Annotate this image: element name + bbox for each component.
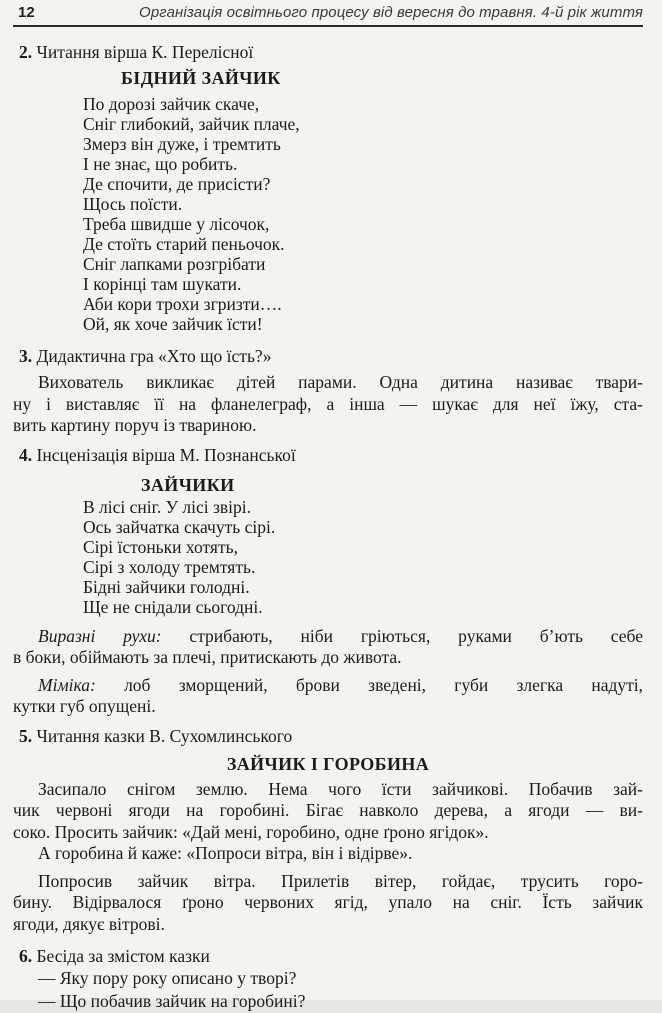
poem-line: Сірі з холоду тремтять.: [83, 556, 256, 577]
paragraph-line: ну і виставляє її на фланелеграф, а інша — шукає для неї їжу, ста-: [13, 393, 643, 414]
page-header: [13, 2, 643, 21]
poem-line: В лісі сніг. У лісі звірі.: [83, 496, 251, 517]
paragraph-expressive-moves: [13, 626, 643, 669]
poem-line: Треба швидше у лісочок,: [83, 214, 270, 234]
paragraph-didactic-game: [13, 372, 643, 437]
poem-line: Де спочити, де присісти?: [83, 174, 271, 194]
poem-bidnyi-zaichyk: [83, 94, 643, 334]
paragraph-line: в боки, обіймають за плечі, притискають до живота.: [13, 647, 402, 667]
question-line: — Яку пору року описано у творі?: [38, 968, 297, 988]
poem-line: Ще не снідали сьогодні.: [83, 596, 263, 617]
list-item-5: [19, 726, 643, 747]
paragraph-line: Засипало снігом землю. Нема чого їсти зайчикові. Побачив зай-: [38, 778, 643, 799]
paragraph-line: кутки губ опущені.: [13, 696, 156, 716]
paragraph-text: лоб зморщений, брови зведені, губи злегка надуті,: [124, 674, 643, 695]
poem-line: І корінці там шукати.: [83, 274, 242, 294]
question-list: [38, 967, 643, 1013]
poem-line: Сніг глибокий, зайчик плаче,: [83, 114, 300, 134]
paragraph-text: стрибають, ніби гріються, руками б’ють себе: [189, 625, 643, 646]
item-number: 6.: [19, 946, 33, 966]
tale-paragraph-1: [13, 779, 643, 844]
list-item-2: [19, 42, 643, 63]
list-item-4: [19, 445, 643, 466]
paragraph-line: А горобина й каже: «Попроси вітра, він і відірве».: [38, 843, 413, 863]
item-number: 4.: [19, 444, 33, 465]
tale-paragraph-2: [13, 843, 643, 865]
poem-line: Сірі їстоньки хотять,: [83, 536, 238, 557]
item-title: Дидактична гра «Хто що їсть?»: [36, 346, 272, 366]
poem-title-bidnyi-zaichyk: БІДНИЙ ЗАЙЧИК: [121, 68, 281, 88]
item-number: 3.: [19, 346, 33, 366]
poem-line: І не знає, що робить.: [83, 154, 238, 174]
item-title: Читання вірша К. Перелісної: [36, 42, 254, 62]
item-number: 2.: [19, 42, 33, 62]
paragraph-line: Вихователь викликає дітей парами. Одна дитина називає твари-: [38, 372, 643, 392]
tale-paragraph-3: [13, 871, 643, 936]
paragraph-line: Попросив зайчик вітра. Прилетів вітер, гойдає, трусить горо-: [38, 870, 643, 891]
header-rule: [13, 25, 643, 27]
paragraph-line: бину. Відірвалося ґроно червоних ягід, упало на сніг. Їсть зайчик: [13, 892, 643, 912]
item-title: Інсценізація вірша М. Познанської: [36, 444, 296, 465]
paragraph-line: соко. Просить зайчик: «Дай мені, горобино, одне ґроно ягідок».: [13, 821, 489, 842]
poem-title-zaichyky: ЗАЙЧИКИ: [141, 474, 235, 495]
poem-zaichyky: [83, 497, 643, 617]
lead-italic: Виразні рухи:: [38, 625, 162, 646]
paragraph-line: чик червоні ягоди на горобині. Бігає навколо дерева, а ягоди — ви-: [13, 800, 643, 820]
paragraph-line: ягоди, дякує вітрові.: [13, 913, 165, 934]
item-number: 5.: [19, 725, 33, 746]
paragraph-line: [13, 675, 643, 697]
question-line: — Що побачив зайчик на горобині?: [38, 991, 306, 1011]
poem-line: Ось зайчатка скачуть сірі.: [83, 516, 276, 537]
poem-line: Ой, як хоче зайчик їсти!: [83, 314, 263, 334]
paragraph-line: [13, 626, 643, 648]
lead-italic: Міміка:: [38, 674, 96, 695]
poem-line: Бідні зайчики голодні.: [83, 576, 250, 597]
paragraph-line: вить картину поруч із твариною.: [13, 415, 257, 435]
poem-line: По дорозі зайчик скаче,: [83, 94, 260, 114]
page-number: 12: [18, 4, 35, 21]
list-item-3: [19, 346, 643, 367]
poem-line: Змерз він дуже, і тремтить: [83, 134, 281, 154]
poem-line: Сніг лапками розгрібати: [83, 254, 266, 274]
poem-line: Аби кори трохи згризти….: [83, 294, 282, 314]
running-title: Організація освітнього процесу від вересня до травня. 4-й рік життя: [139, 4, 643, 21]
poem-line: Де стоїть старий пеньочок.: [83, 234, 285, 254]
list-item-6: [19, 946, 643, 967]
item-title: Читання казки В. Сухомлинського: [36, 725, 293, 746]
item-title: Бесіда за змістом казки: [36, 946, 210, 966]
tale-title: ЗАЙЧИК І ГОРОБИНА: [226, 753, 430, 774]
poem-line: Щось поїсти.: [83, 194, 183, 214]
paragraph-mimic: [13, 675, 643, 718]
